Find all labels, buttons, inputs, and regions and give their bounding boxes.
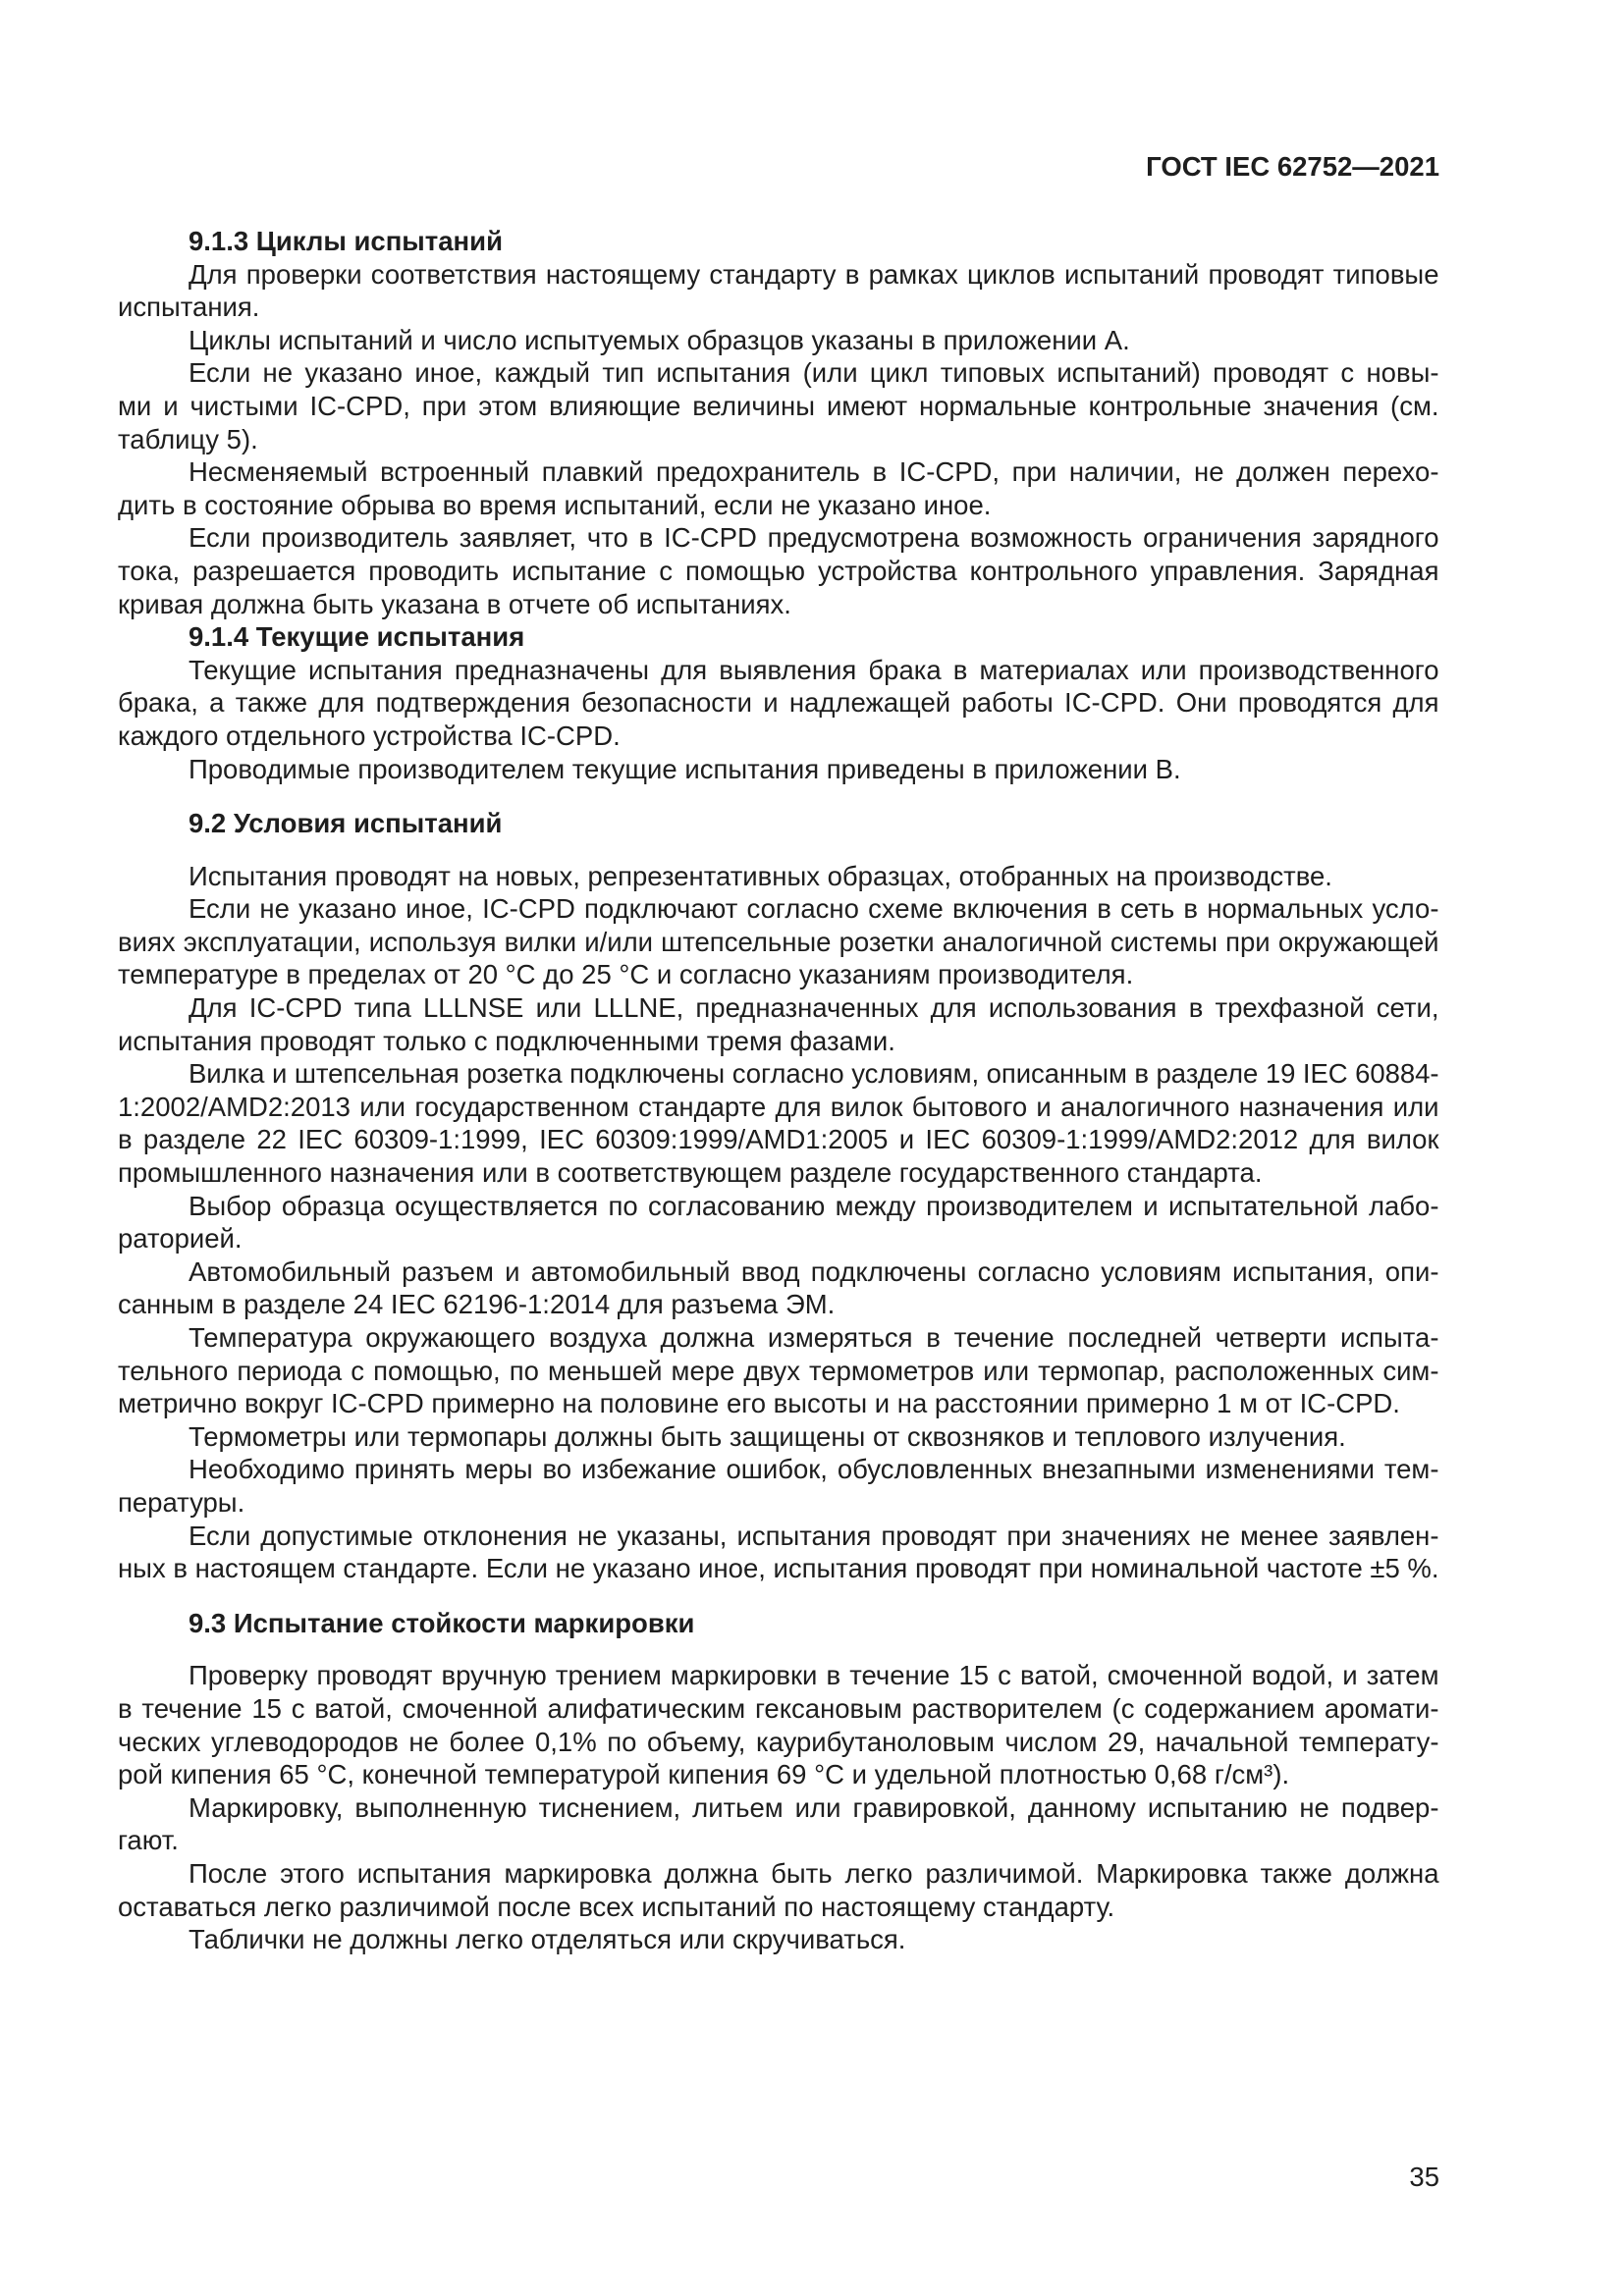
- text-line: После этого испытания маркировка должна быть легко различимой. Маркировка также должна: [189, 1857, 1439, 1889]
- text-line: метрично вокруг IC-CPD примерно на половине его высоты и на расстоянии примерно 1 м от IC-CPD.: [118, 1388, 1400, 1419]
- text-line: тельного периода с помощью, по меньшей мере двух термометров или термопар, расположенных сим-: [118, 1355, 1439, 1386]
- text-line: дить в состояние обрыва во время испытаний, если не указано иное.: [118, 489, 992, 520]
- text-line: Если допустимые отклонения не указаны, испытания проводят при значениях не менее заявлен-: [189, 1520, 1439, 1551]
- paragraph: [118, 324, 1439, 357]
- text-line: виях эксплуатации, используя вилки и/или штепсельные розетки аналогичной системы при окружающей: [118, 926, 1439, 957]
- section-heading: 9.3 Испытание стойкости маркировки: [189, 1607, 695, 1638]
- paragraph: [118, 860, 1439, 893]
- paragraph: [118, 1453, 1439, 1519]
- text-line: Вилка и штепсельная розетка подключены согласно условиям, описанным в разделе 19 IEC 60884-: [189, 1058, 1439, 1090]
- paragraph: [118, 521, 1439, 620]
- text-line: Термометры или термопары должны быть защищены от сквозняков и теплового излучения.: [189, 1420, 1346, 1452]
- paragraph: [118, 1659, 1439, 1790]
- paragraph: [118, 1190, 1439, 1255]
- text-line: Таблички не должны легко отделяться или скручиваться.: [189, 1924, 906, 1955]
- section-heading: 9.1.3 Циклы испытаний: [189, 226, 503, 256]
- text-line: пературы.: [118, 1486, 245, 1518]
- text-line: Если производитель заявляет, что в IC-CPD предусмотрена возможность ограничения зарядного: [189, 522, 1439, 554]
- text-line: ческих углеводородов не более 0,1% по объему, каурибутаноловым числом 29, начальной температу-: [118, 1726, 1439, 1757]
- section-9-2: [118, 807, 1439, 1585]
- text-line: Маркировку, выполненную тиснением, литьем или гравировкой, данному испытанию не подвер-: [189, 1791, 1439, 1823]
- text-line: промышленного назначения или в соответствующем разделе государственного стандарта.: [118, 1157, 1263, 1189]
- section-heading: 9.1.4 Текущие испытания: [189, 621, 525, 653]
- text-line: Выбор образца осуществляется по согласованию между производителем и испытательной лабо-: [189, 1190, 1439, 1221]
- text-line: в разделе 22 IEC 60309-1:1999, IEC 60309:1999/AMD1:2005 и IEC 60309-1:1999/AMD2:2012 для вилок: [118, 1124, 1439, 1155]
- paragraph: [118, 455, 1439, 521]
- text-line: таблицу 5).: [118, 423, 258, 454]
- section-heading: 9.2 Условия испытаний: [189, 808, 503, 839]
- text-line: Автомобильный разъем и автомобильный ввод подключены согласно условиям испытания, опи-: [189, 1255, 1439, 1287]
- paragraph: [118, 1057, 1439, 1189]
- text-line: в течение 15 с ватой, смоченной алифатическим гексановым растворителем (с содержанием аромати-: [118, 1692, 1439, 1724]
- text-line: Несменяемый встроенный плавкий предохранитель в IC-CPD, при наличии, не должен перехо-: [189, 456, 1439, 488]
- text-line: Испытания проводят на новых, репрезентативных образцах, отобранных на производстве.: [189, 860, 1332, 891]
- paragraph: [118, 1520, 1439, 1585]
- text-line: каждого отдельного устройства IC-CPD.: [118, 720, 621, 751]
- text-line: кривая должна быть указана в отчете об испытаниях.: [118, 588, 791, 619]
- text-line: 1:2002/AMD2:2013 или государственном стандарте для вилок бытового и аналогичного назначения или: [118, 1091, 1439, 1122]
- paragraph: [118, 1321, 1439, 1420]
- text-line: гают.: [118, 1825, 179, 1856]
- paragraph: [118, 356, 1439, 455]
- text-line: оставаться легко различимой после всех испытаний по настоящему стандарту.: [118, 1891, 1115, 1922]
- paragraph: [118, 991, 1439, 1057]
- text-line: ных в настоящем стандарте. Если не указано иное, испытания проводят при номинальной частоте ±5 %.: [118, 1553, 1439, 1584]
- document-code-header: ГОСТ IEC 62752—2021: [1146, 151, 1439, 182]
- text-line: тока, разрешается проводить испытание с помощью устройства контрольного управления. Зарядная: [118, 555, 1439, 586]
- text-line: раторией.: [118, 1223, 243, 1255]
- paragraph: [118, 258, 1439, 324]
- page-number: 35: [1409, 2162, 1439, 2192]
- paragraph: [118, 654, 1439, 753]
- text-line: санным в разделе 24 IEC 62196-1:2014 для разъема ЭМ.: [118, 1289, 836, 1320]
- text-line: Проверку проводят вручную трением маркировки в течение 15 с ватой, смоченной водой, и затем: [189, 1660, 1439, 1691]
- paragraph: [118, 753, 1439, 786]
- text-line: Температура окружающего воздуха должна измеряться в течение последней четверти испыта-: [189, 1322, 1439, 1353]
- paragraph: [118, 1857, 1439, 1923]
- text-line: Если не указано иное, каждый тип испытания (или цикл типовых испытаний) проводят с новы-: [189, 357, 1439, 389]
- section-9-3: [118, 1607, 1439, 1956]
- text-line: брака, а также для подтверждения безопасности и надлежащей работы IC-CPD. Они проводятся для: [118, 687, 1439, 719]
- text-line: Если не указано иное, IC-CPD подключают согласно схеме включения в сеть в нормальных усло-: [189, 893, 1439, 925]
- document-body: [118, 225, 1439, 1956]
- text-line: температуре в пределах от 20 °С до 25 °С и согласно указаниям производителя.: [118, 959, 1134, 990]
- text-line: испытания проводят только с подключенными тремя фазами.: [118, 1025, 895, 1056]
- paragraph: [118, 1791, 1439, 1857]
- paragraph: [118, 1923, 1439, 1956]
- section-9-1-4: [118, 620, 1439, 785]
- text-line: Циклы испытаний и число испытуемых образцов указаны в приложении А.: [189, 324, 1130, 355]
- text-line: Текущие испытания предназначены для выявления брака в материалах или производственного: [189, 654, 1439, 685]
- paragraph: [118, 892, 1439, 991]
- text-line: Для IC-CPD типа LLLNSE или LLLNE, предназначенных для использования в трехфазной сети,: [189, 992, 1439, 1024]
- text-line: ми и чистыми IC-CPD, при этом влияющие величины имеют нормальные контрольные значения (см.: [118, 390, 1439, 421]
- text-line: Проводимые производителем текущие испытания приведены в приложении В.: [189, 753, 1181, 784]
- text-line: Для проверки соответствия настоящему стандарту в рамках циклов испытаний проводят типовые: [189, 258, 1439, 290]
- paragraph: [118, 1420, 1439, 1454]
- text-line: испытания.: [118, 292, 260, 323]
- paragraph: [118, 1255, 1439, 1321]
- text-line: Необходимо принять меры во избежание ошибок, обусловленных внезапными изменениями тем-: [189, 1454, 1439, 1485]
- section-9-1-3: [118, 225, 1439, 620]
- text-line: рой кипения 65 °С, конечной температурой кипения 69 °С и удельной плотностью 0,68 г/см³).: [118, 1759, 1290, 1790]
